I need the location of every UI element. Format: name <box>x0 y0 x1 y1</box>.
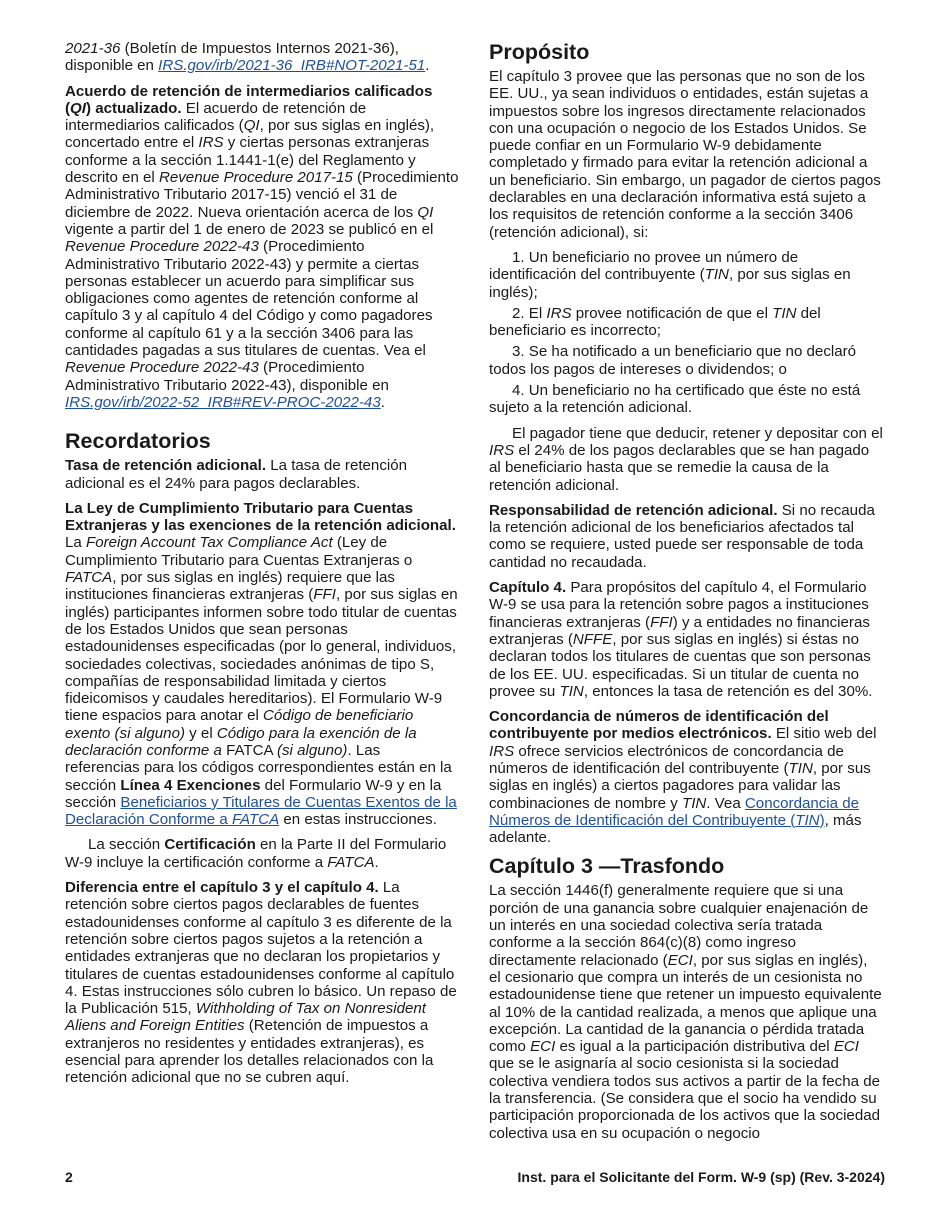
paragraph-liability: Responsabilidad de retención adicional. Si no recauda la retención adicional de los beneficiarios afectados tal como se requiere, usted puede ser responsable de toda cantidad no recaudada. <box>489 501 875 571</box>
paragraph-irb-reference: 2021-36 (Boletín de Impuestos Internos 2021-36), disponible en IRS.gov/irb/2021-36_IRB#NOT-2021-51. <box>65 40 430 75</box>
form-footer-title: Inst. para el Solicitante del Form. W-9 (sp) (Rev. 3-2024) <box>517 1169 885 1185</box>
list-item-1: 1. Un beneficiario no provee un número de identificación del contribuyente (TIN, por sus siglas en inglés); <box>489 248 851 301</box>
paragraph-chapter3-vs-4: Diferencia entre el capítulo 3 y el capítulo 4. La retención sobre ciertos pagos declarables de fuentes estadounidenses conforme al capítulo 3 es diferente de la retención sobre ciertos pagos sujetos a la retención a entidades extranjeras que no declaran los propietarios y titulares de cuentas estadounidenses conforme al capítulo 4. Estas instrucciones sólo cubren lo básico. Un repaso de la Publicación 515, Withholding of Tax on Nonresident Aliens and Foreign Entities (Retención de impuestos a extranjeros no residentes y entidades extranjeras), es esencial para aprender los detalles relacionados con la retención adicional que no se cubren aquí. <box>65 879 457 1087</box>
left-column <box>65 40 459 1095</box>
paragraph-backup-rate: Tasa de retención adicional. La tasa de retención adicional es el 24% para pagos declarables. <box>65 457 408 492</box>
paragraph-chapter4: Capítulo 4. Para propósitos del capítulo 4, el Formulario W-9 se usa para la retención sobre pagos a instituciones financieras extranjeras (FFI) y a entidades no financieras extranjeras (NFFE, por sus siglas en inglés) si éstas no declaran todos los titulares de cuentas que son personas de los EE. UU. especificadas. Si un titular de cuenta no provee su TIN, entonces la tasa de retención es del 30%. <box>489 579 873 700</box>
paragraph-payer: El pagador tiene que deducir, retener y depositar con el IRS el 24% de los pagos declarables que se han pagado al beneficiario hasta que se remedie la causa de la retención adicional. <box>489 424 883 494</box>
paragraph-chapter3-background: La sección 1446(f) generalmente requiere que si una porción de una ganancia sobre cualquier enajenación de un interés en una sociedad colectiva sería tratada conforme a la sección 864(c)(8) como ingreso directamente relacionado (ECI, por sus siglas en inglés), el cesionario que compra un interés de un cesionista no estadounidense tiene que retener un impuesto equivalente al 10% de la cantidad realizada, a menos que aplique una excepción. La cantidad de la ganancia o pérdida tratada como ECI es igual a la participación distributiva del ECI que se le asignaría al socio cesionista si la sociedad colectiva vendiera todos sus activos a partir de la fecha de la transferencia. (Se considera que el socio ha vendido su participación proporcionada de los activos que la sociedad colectiva usa en su ocupación o negocio <box>489 882 882 1142</box>
heading-recordatorios: Recordatorios <box>65 429 211 454</box>
paragraph-tin-matching: Concordancia de números de identificación del contribuyente por medios electrónicos. El sitio web del IRS ofrece servicios electrónicos de concordancia de números de identificación del contribuyente (TIN, por sus siglas en inglés) a ciertos pagadores para validar las combinaciones de nombre y TIN. Vea Concordancia de Números de Identificación del Contribuyente (TIN), más adelante. <box>489 708 877 847</box>
page-number: 2 <box>65 1169 73 1185</box>
paragraph-certification: La sección Certificación en la Parte II del Formulario W-9 incluye la certificación conforme a FATCA. <box>65 836 447 871</box>
heading-proposito: Propósito <box>489 40 590 64</box>
list-item-4: 4. Un beneficiario no ha certificado que éste no está sujeto a la retención adicional. <box>489 382 861 417</box>
irb-2021-36-link[interactable]: IRS.gov/irb/2021-36_IRB#NOT-2021-51 <box>158 57 426 75</box>
exempt-payees-fatca-link[interactable]: Beneficiarios y Titulares de Cuentas Exentos de la Declaración Conforme a FATCA <box>65 793 457 829</box>
qi-agreement-heading: Acuerdo de retención de intermediarios calificados (QI) actualizado. <box>65 82 433 117</box>
tin-matching-link[interactable]: Concordancia de Números de Identificación del Contribuyente (TIN) <box>489 794 860 829</box>
irb-2022-52-link[interactable]: IRS.gov/irb/2022-52_IRB#REV-PROC-2022-43 <box>65 393 381 411</box>
list-item-3: 3. Se ha notificado a un beneficiario que no declaró todos los pagos de intereses o dividendos; o <box>489 343 857 378</box>
paragraph-qi-agreement: Acuerdo de retención de intermediarios calificados (QI) actualizado. El acuerdo de retención de intermediarios calificados (QI, por sus siglas en inglés), concertado entre el IRS y ciertas personas extranjeras conforme a la sección 1.1441-1(e) del Reglamento y descrito en el Revenue Procedure 2017-15 (Procedimiento Administrativo Tributario 2017-15) venció el 31 de diciembre de 2022. Nueva orientación acerca de los QI vigente a partir del 1 de enero de 2023 se publicó en el Revenue Procedure 2022-43 (Procedimiento Administrativo Tributario 2022-43) y permite a ciertas personas establecer un acuerdo para simplificar sus obligaciones como agentes de retención conforme al capítulo 3 y al capítulo 4 del Código y como pagadores conforme al capítulo 61 y a la sección 3406 para las cantidades pagadas a sus titulares de cuentas. Vea el Revenue Procedure 2022-43 (Procedimiento Administrativo Tributario 2022-43), disponible en IRS.gov/irb/2022-52_IRB#REV-PROC-2022-43. <box>65 82 459 411</box>
paragraph-fatca: La Ley de Cumplimiento Tributario para Cuentas Extranjeras y las exenciones de la retención adicional. La Foreign Account Tax Compliance Act (Ley de Cumplimiento Tributario para Cuentas Extranjeras o FATCA, por sus siglas en inglés) requiere que las instituciones financieras extranjeras (FFI, por sus siglas en inglés) participantes informen sobre todo titular de cuentas de los Estados Unidos que sean personas estadounidenses especificadas (por lo general, individuos, sociedades colectivas, sociedades anónimas de tipo S, compañías de responsabilidad limitada y ciertos fideicomisos y caudales hereditarios). El Formulario W-9 tiene espacios para anotar el Código de beneficiario exento (si alguno) y el Código para la exención de la declaración conforme a FATCA (si alguno). Las referencias para los códigos correspondientes están en la sección Línea 4 Exenciones del Formulario W-9 y en la sección Beneficiarios y Titulares de Cuentas Exentos de la Declaración Conforme a FATCA en estas instrucciones. <box>65 499 458 829</box>
list-item-2: 2. El IRS provee notificación de que el TIN del beneficiario es incorrecto; <box>489 304 821 340</box>
heading-capitulo-3: Capítulo 3 —Trasfondo <box>489 854 725 879</box>
right-column <box>489 40 883 1150</box>
paragraph-purpose: El capítulo 3 provee que las personas que no son de los EE. UU., ya sean individuos o entidades, están sujetas a impuestos sobre los ingresos directamente relacionados con una ocupación o negocio de los Estados Unidos. Se puede confiar en un Formulario W-9 debidamente completado y firmado para evitar la retención adicional a un beneficiario. Sin embargo, un pagador de ciertos pagos declarables en una declaración informativa está sujeto a los requisitos de retención conforme a la sección 3406 (retención adicional), si: <box>489 68 881 241</box>
